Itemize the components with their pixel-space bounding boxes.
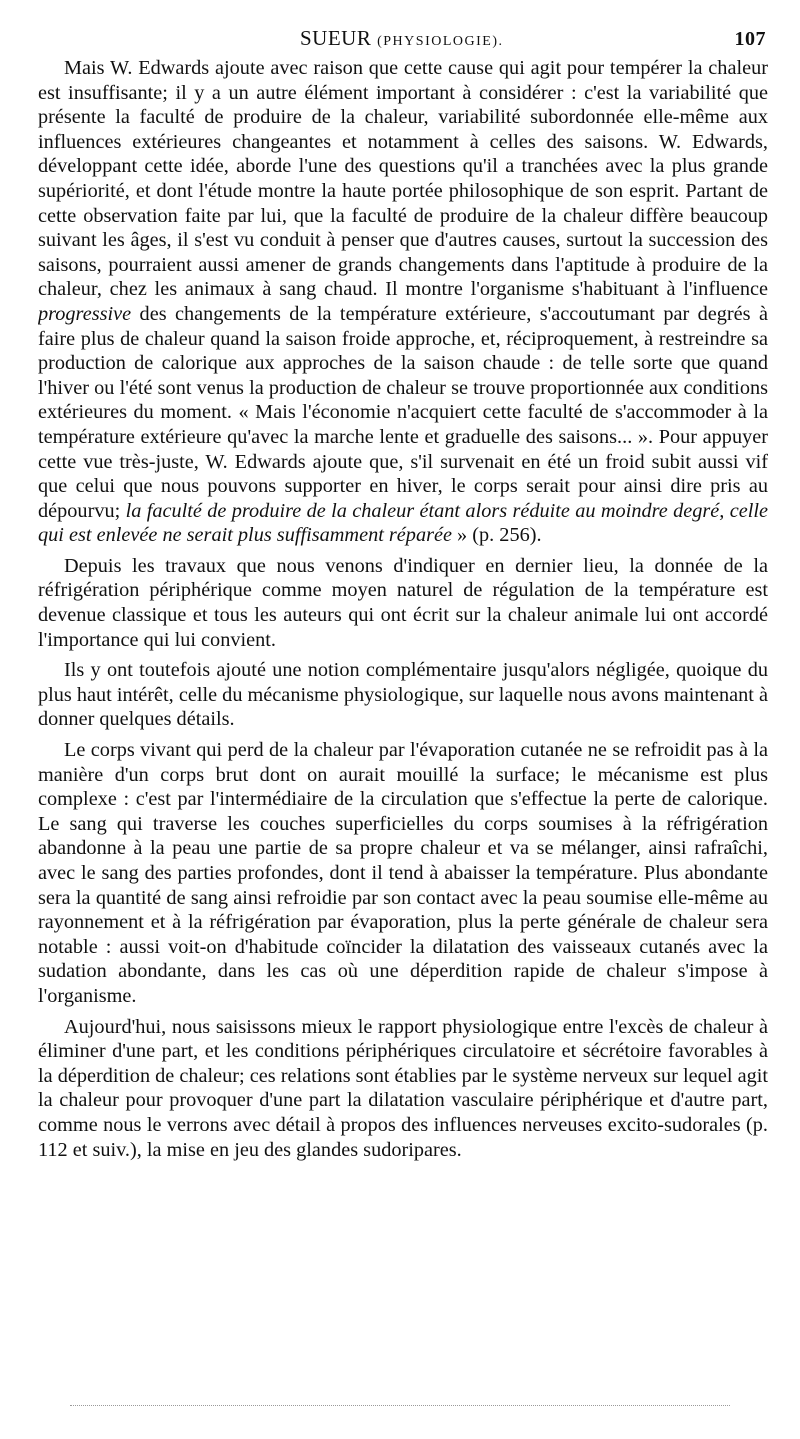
page-number: 107 bbox=[734, 28, 766, 50]
paragraph bbox=[38, 738, 768, 1009]
paragraph bbox=[38, 658, 768, 732]
running-title-main: SUEUR bbox=[300, 26, 372, 50]
italic-text: progressive bbox=[38, 302, 132, 325]
text-run: Ils y ont toutefois ajouté une notion complémentaire jusqu'alors négligée, quoique du plus haut intérêt, celle du mécanisme physiologique, sur laquelle nous avons maintenant à donner quelques détails. bbox=[38, 659, 768, 731]
italic-text: la faculté de produire de la chaleur étant alors réduite au moindre degré, celle qui est enlevée ne serait plus suffisamment réparée bbox=[38, 499, 768, 547]
text-run: Depuis les travaux que nous venons d'indiquer en dernier lieu, la donnée de la réfrigération périphérique comme moyen naturel de régulation de la température est devenue classique et tous les auteurs qui ont écrit sur la chaleur animale lui ont accordé l'importance qui lui convient. bbox=[38, 554, 768, 651]
running-title-sub: (PHYSIOLOGIE). bbox=[377, 34, 504, 49]
page bbox=[38, 26, 768, 1416]
body-text bbox=[38, 56, 768, 1162]
paragraph bbox=[38, 56, 768, 548]
running-header bbox=[38, 26, 768, 56]
text-run: Le corps vivant qui perd de la chaleur par l'évaporation cutanée ne se refroidit pas à la manière d'un corps brut dont on aurait mouillé la surface; le mécanisme est plus complexe : c'est par l'intermédiaire de la circulation que s'effectue la perte de calorique. Le sang qui traverse les couches superficielles du corps soumises à la réfrigération abandonne à la peau une partie de sa propre chaleur et va se mélanger, ainsi rafraîchi, avec le sang des parties profondes, dont il tend à abaisser la température. Plus abondante sera la quantité de sang ainsi refroidie par son contact avec la peau soumise elle-même au rayonnement et à la réfrigération par évaporation, plus la perte générale de chaleur sera notable : aussi voit-on d'habitude coïncider la dilatation des vaisseaux cutanés avec la sudation abondante, dans les cas où une déperdition rapide de chaleur s'impose à l'organisme. bbox=[38, 739, 768, 1007]
text-run: Mais W. Edwards ajoute avec raison que cette cause qui agit pour tempérer la chaleur est insuffisante; il y a un autre élément important à considérer : c'est la variabilité que présente la faculté de produire de la chaleur, variabilité subordonnée elle-même aux influences extérieures changeantes et notamment à celles des saisons. W. Edwards, développant cette idée, aborde l'une des questions qu'il a tranchées avec la plus grande supériorité, et dont l'étude montre la haute portée philosophique de son esprit. Partant de cette observation faite par lui, que la faculté de produire de la chaleur diffère beaucoup suivant les âges, il s'est vu conduit à penser que d'autres causes, surtout la succession des saisons, pourraient aussi amener de grands changements dans l'aptitude à produire de la chaleur, chez les animaux à sang chaud. Il montre l'organisme s'habituant à l'influence bbox=[38, 57, 768, 301]
text-run: » (p. 256). bbox=[451, 524, 542, 547]
paragraph bbox=[38, 1015, 768, 1163]
paragraph bbox=[38, 554, 768, 652]
footer-rule bbox=[70, 1405, 730, 1406]
text-run: des changements de la température extérieure, s'accoutumant par degrés à faire plus de chaleur quand la saison froide approche, et, réciproquement, à restreindre sa production de calorique aux approches de la saison chaude : de telle sorte que quand l'hiver ou l'été sont venus la production de chaleur se trouve proportionnée aux conditions extérieures du moment. « Mais l'économie n'acquiert cette faculté de s'accommoder à la température extérieure qu'avec la marche lente et graduelle des saisons... ». Pour appuyer cette vue très-juste, W. Edwards ajoute que, s'il survenait en été un froid subit aussi vif que celui que nous pouvons supporter en hiver, le corps serait pour ainsi dire pris au dépourvu; bbox=[38, 302, 768, 522]
text-run: Aujourd'hui, nous saisissons mieux le rapport physiologique entre l'excès de chaleur à éliminer d'une part, et les conditions périphériques circulatoire et sécrétoire favorables à la déperdition de chaleur; ces relations sont établies par le système nerveux sur lequel agit la chaleur pour provoquer d'une part la dilatation vasculaire périphérique et d'autre part, comme nous le verrons avec détail à propos des influences nerveuses excito-sudorales (p. 112 et suiv.), la mise en jeu des glandes sudoripares. bbox=[38, 1015, 768, 1161]
running-title bbox=[300, 26, 504, 51]
